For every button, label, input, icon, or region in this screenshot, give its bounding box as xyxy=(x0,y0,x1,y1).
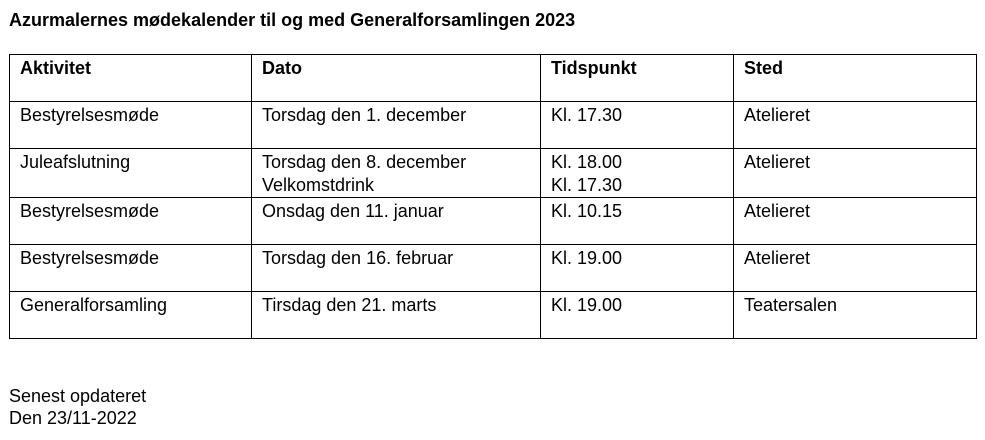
column-header-aktivitet: Aktivitet xyxy=(10,55,252,102)
column-header-sted: Sted xyxy=(734,55,977,102)
cell-sted: Atelieret xyxy=(734,198,977,245)
table-row xyxy=(10,292,977,339)
time-line: Kl. 10.15 xyxy=(551,201,623,221)
cell-aktivitet: Bestyrelsesmøde xyxy=(10,102,252,149)
cell-aktivitet: Bestyrelsesmøde xyxy=(10,245,252,292)
table-header-row xyxy=(10,55,977,102)
cell-sted: Atelieret xyxy=(734,102,977,149)
cell-tidspunkt xyxy=(541,102,734,149)
cell-tidspunkt xyxy=(541,292,734,339)
cell-tidspunkt xyxy=(541,149,734,198)
cell-dato xyxy=(252,245,541,292)
date-note-line: Velkomstdrink xyxy=(262,175,375,195)
cell-tidspunkt xyxy=(541,245,734,292)
cell-aktivitet: Bestyrelsesmøde xyxy=(10,198,252,245)
date-line: Torsdag den 16. februar xyxy=(262,248,454,268)
last-updated-note xyxy=(9,385,146,429)
last-updated-label: Senest opdateret xyxy=(9,386,147,406)
cell-tidspunkt xyxy=(541,198,734,245)
time-line: Kl. 19.00 xyxy=(551,248,623,268)
last-updated-date: Den 23/11-2022 xyxy=(9,408,137,428)
column-header-dato: Dato xyxy=(252,55,541,102)
date-line: Torsdag den 1. december xyxy=(262,105,467,125)
date-line: Onsdag den 11. januar xyxy=(262,201,444,221)
meeting-schedule-table xyxy=(9,54,977,339)
date-line: Torsdag den 8. december xyxy=(262,152,467,172)
time-line: Kl. 17.30 xyxy=(551,175,623,195)
cell-aktivitet: Generalforsamling xyxy=(10,292,252,339)
time-line: Kl. 18.00 xyxy=(551,152,623,172)
cell-sted: Atelieret xyxy=(734,149,977,198)
cell-dato xyxy=(252,102,541,149)
cell-aktivitet: Juleafslutning xyxy=(10,149,252,198)
table-row xyxy=(10,245,977,292)
date-line: Tirsdag den 21. marts xyxy=(262,295,437,315)
cell-dato xyxy=(252,292,541,339)
page-title: Azurmalernes mødekalender til og med Generalforsamlingen 2023 xyxy=(9,10,576,30)
table-row xyxy=(10,198,977,245)
time-line: Kl. 19.00 xyxy=(551,295,623,315)
time-line: Kl. 17.30 xyxy=(551,105,623,125)
column-header-tidspunkt: Tidspunkt xyxy=(541,55,734,102)
cell-sted: Teatersalen xyxy=(734,292,977,339)
cell-dato xyxy=(252,198,541,245)
cell-sted: Atelieret xyxy=(734,245,977,292)
table-row xyxy=(10,102,977,149)
cell-dato xyxy=(252,149,541,198)
table-row xyxy=(10,149,977,198)
